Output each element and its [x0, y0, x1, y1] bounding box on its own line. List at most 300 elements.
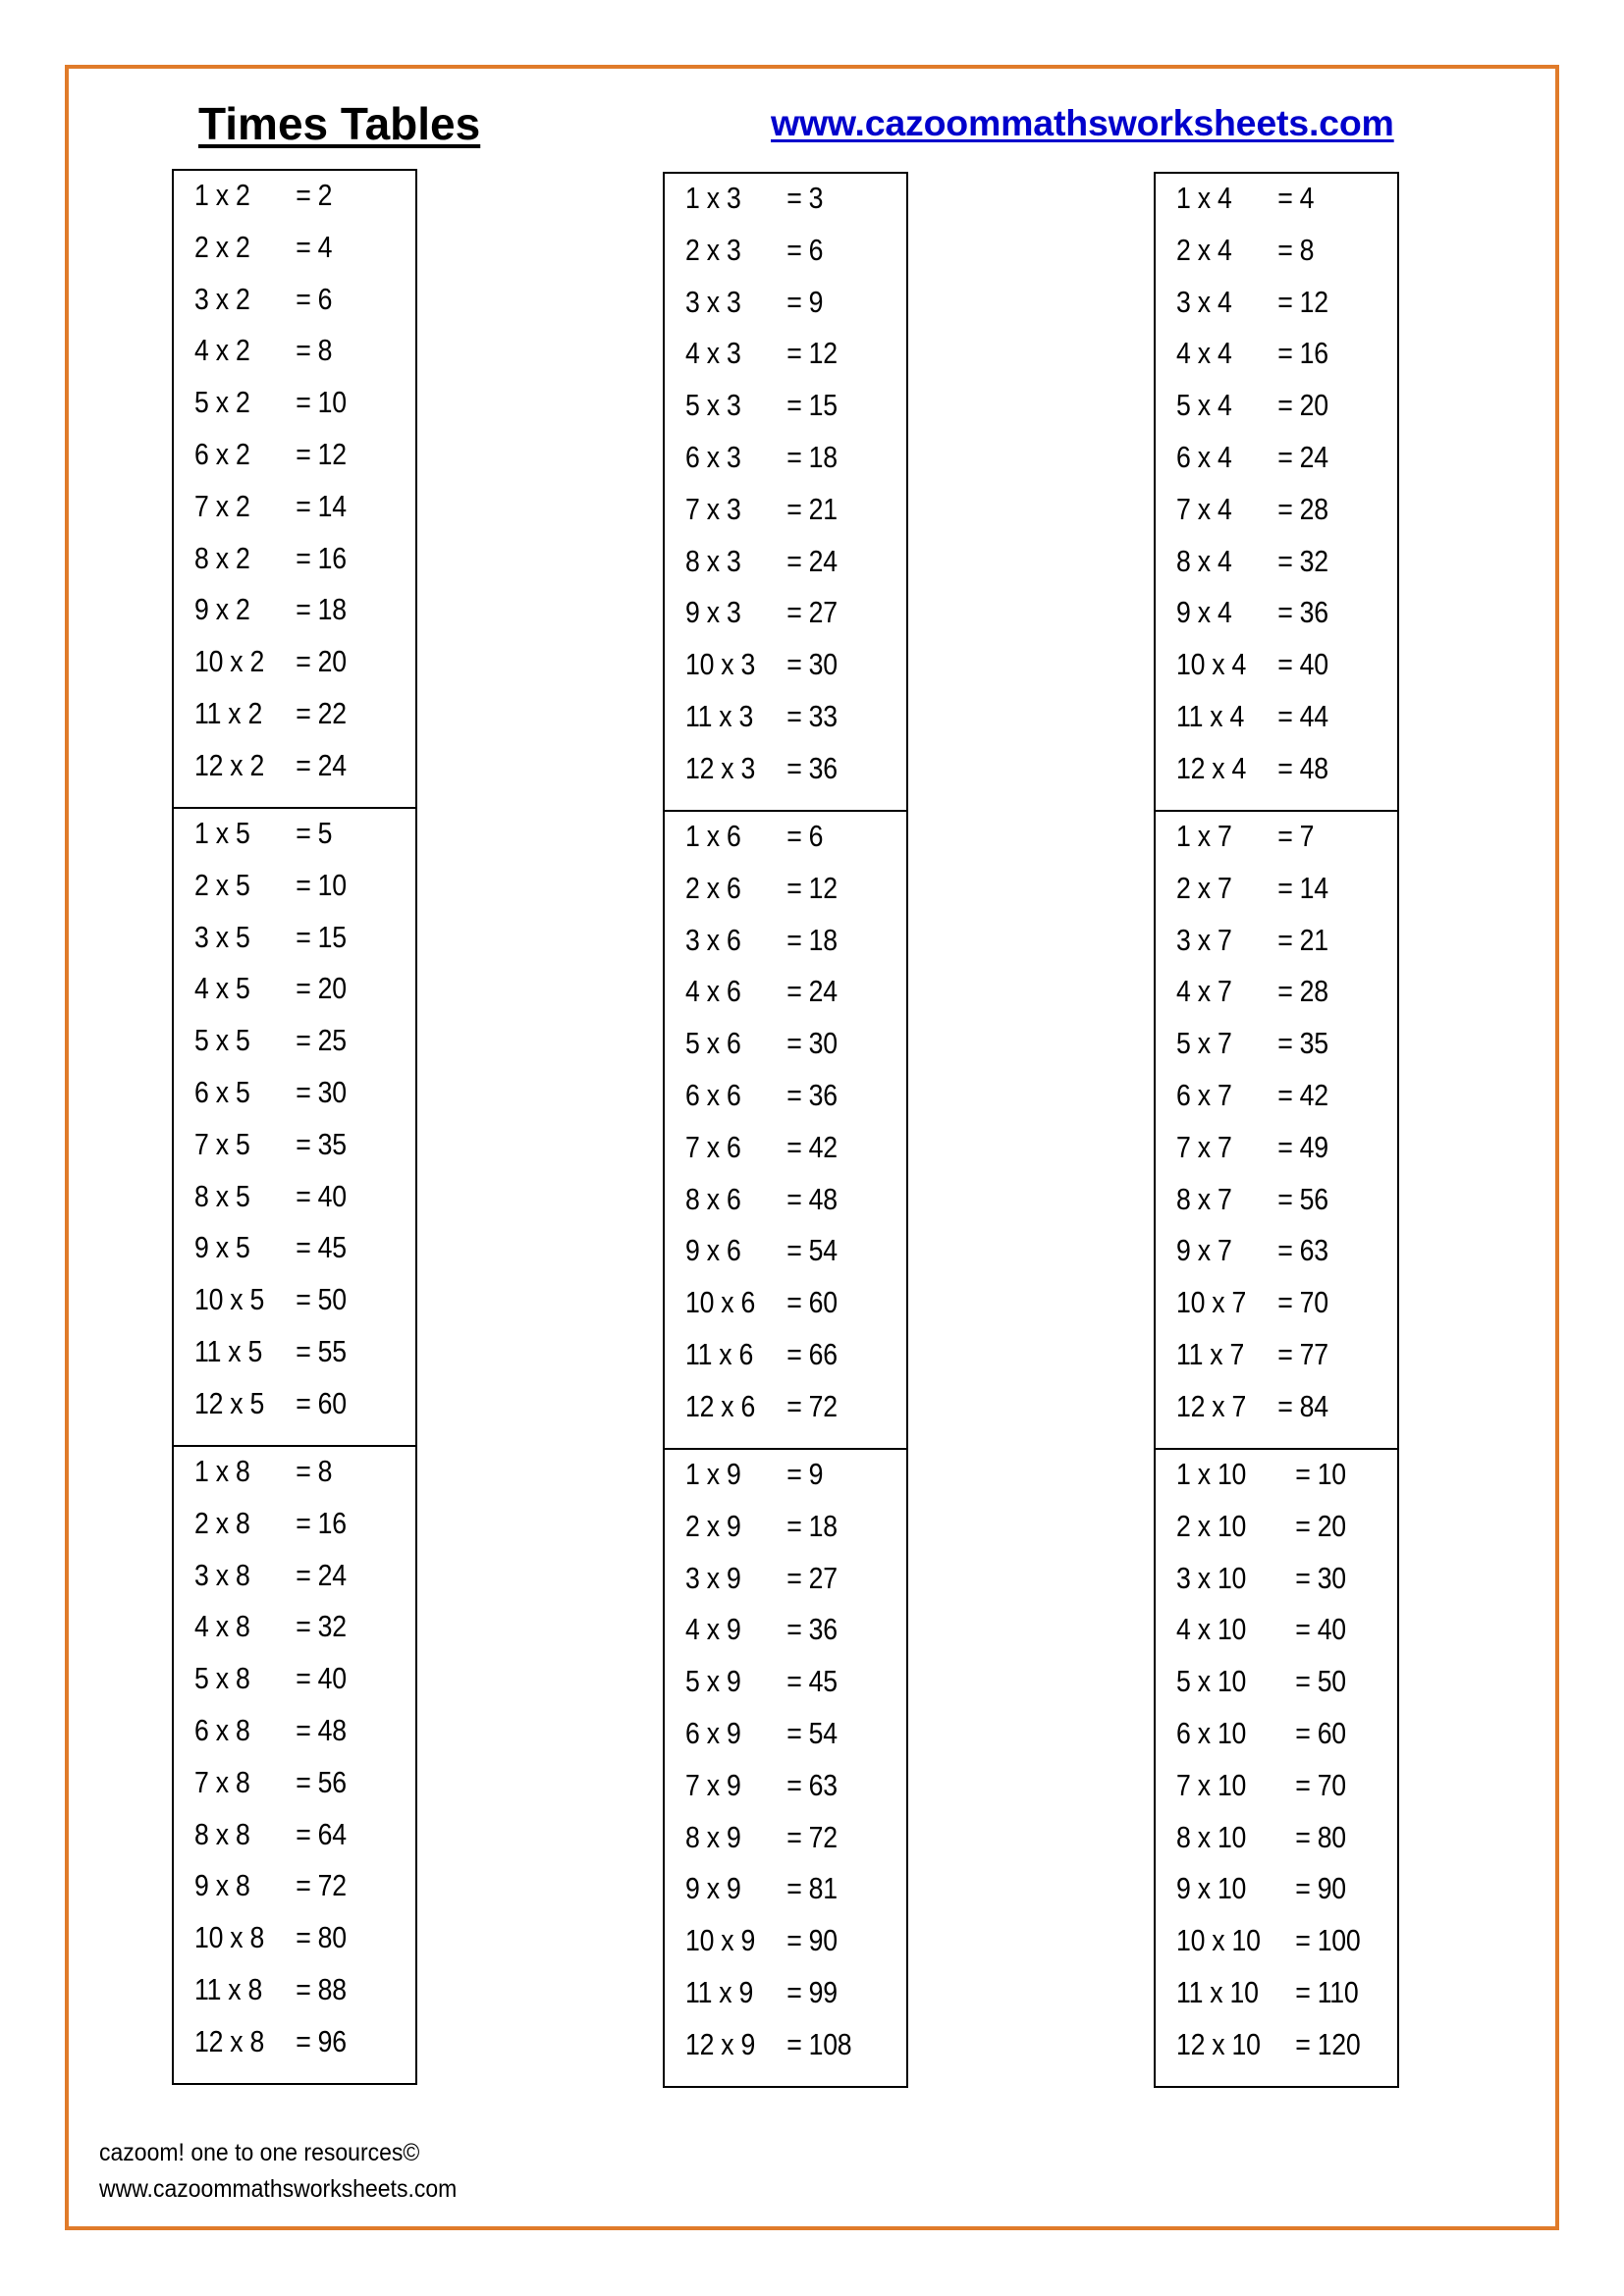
product-result: = 70 — [1277, 1285, 1328, 1320]
table-row — [194, 1763, 347, 1802]
multiplication-expression: 11 x 8 — [194, 1972, 263, 2006]
multiplication-expression: 10 x 8 — [194, 1920, 265, 1955]
product-result: = 54 — [786, 1233, 838, 1268]
times-table-box-7 — [1154, 810, 1399, 1450]
table-row — [685, 1507, 838, 1546]
times-table-box-6 — [663, 810, 908, 1450]
table-row — [1176, 1714, 1346, 1753]
multiplication-expression: 2 x 9 — [685, 1508, 741, 1543]
product-result: = 48 — [296, 1713, 347, 1747]
product-result: = 10 — [296, 385, 347, 420]
table-row — [1176, 2025, 1360, 2064]
table-row — [194, 2022, 347, 2061]
table-row — [685, 179, 823, 218]
multiplication-expression: 3 x 7 — [1176, 922, 1232, 957]
product-result: = 96 — [296, 2023, 347, 2058]
times-table-column-1 — [172, 169, 417, 2085]
multiplication-expression: 7 x 7 — [1176, 1129, 1232, 1164]
table-row — [1176, 1662, 1346, 1701]
product-result: = 80 — [1295, 1819, 1346, 1854]
table-row — [685, 1024, 838, 1063]
table-row — [1176, 645, 1328, 684]
product-result: = 72 — [786, 1388, 838, 1423]
table-row — [1176, 1180, 1328, 1219]
table-row — [685, 817, 823, 856]
product-result: = 42 — [1277, 1078, 1328, 1112]
table-row — [685, 1559, 838, 1598]
multiplication-expression: 2 x 10 — [1176, 1508, 1247, 1543]
multiplication-expression: 10 x 5 — [194, 1282, 265, 1317]
times-table-box-4 — [1154, 172, 1399, 812]
table-row — [194, 1711, 347, 1750]
multiplication-expression: 11 x 7 — [1176, 1337, 1245, 1371]
multiplication-expression: 8 x 5 — [194, 1178, 250, 1213]
multiplication-expression: 1 x 7 — [1176, 819, 1232, 853]
product-result: = 21 — [786, 491, 838, 526]
product-result: = 10 — [296, 867, 347, 902]
table-row — [685, 1180, 838, 1219]
multiplication-expression: 1 x 5 — [194, 816, 250, 850]
product-result: = 18 — [786, 1508, 838, 1543]
product-result: = 4 — [296, 229, 333, 264]
table-row — [1176, 1128, 1328, 1167]
product-result: = 48 — [786, 1181, 838, 1216]
product-result: = 50 — [296, 1282, 347, 1317]
multiplication-expression: 3 x 4 — [1176, 284, 1232, 319]
multiplication-expression: 6 x 9 — [685, 1716, 741, 1750]
table-row — [194, 1021, 347, 1060]
multiplication-expression: 10 x 3 — [685, 647, 756, 682]
product-result: = 84 — [1277, 1388, 1328, 1423]
product-result: = 12 — [786, 336, 838, 371]
product-result: = 15 — [786, 388, 838, 423]
multiplication-expression: 3 x 9 — [685, 1560, 741, 1595]
multiplication-expression: 3 x 2 — [194, 281, 250, 316]
table-row — [194, 539, 347, 578]
table-row — [1176, 869, 1328, 908]
times-table-box-2 — [172, 169, 417, 809]
table-row — [685, 1714, 838, 1753]
multiplication-expression: 8 x 3 — [685, 543, 741, 578]
product-result: = 66 — [786, 1337, 838, 1371]
table-row — [1176, 334, 1328, 373]
multiplication-expression: 3 x 8 — [194, 1557, 250, 1592]
product-result: = 15 — [296, 919, 347, 954]
product-result: = 20 — [296, 644, 347, 679]
multiplication-expression: 5 x 2 — [194, 385, 250, 420]
multiplication-expression: 9 x 5 — [194, 1230, 250, 1265]
multiplication-expression: 8 x 7 — [1176, 1181, 1232, 1216]
multiplication-expression: 7 x 8 — [194, 1764, 250, 1799]
product-result: = 40 — [1277, 647, 1328, 682]
multiplication-expression: 2 x 6 — [685, 870, 741, 905]
multiplication-expression: 8 x 2 — [194, 540, 250, 575]
product-result: = 16 — [296, 540, 347, 575]
table-row — [685, 697, 838, 736]
product-result: = 55 — [296, 1334, 347, 1368]
product-result: = 6 — [786, 819, 824, 853]
times-table-box-9 — [663, 1448, 908, 2088]
table-row — [685, 749, 838, 788]
multiplication-expression: 1 x 3 — [685, 181, 741, 215]
multiplication-expression: 1 x 2 — [194, 178, 250, 212]
product-result: = 45 — [786, 1664, 838, 1699]
table-row — [1176, 1818, 1346, 1857]
multiplication-expression: 6 x 7 — [1176, 1078, 1232, 1112]
product-result: = 6 — [786, 232, 824, 267]
product-result: = 30 — [296, 1075, 347, 1109]
table-row — [685, 1455, 823, 1494]
table-row — [1176, 490, 1328, 529]
table-row — [1176, 1387, 1328, 1426]
multiplication-expression: 9 x 4 — [1176, 595, 1232, 630]
multiplication-expression: 8 x 9 — [685, 1819, 741, 1854]
table-row — [685, 1973, 838, 2012]
table-row — [194, 866, 347, 905]
product-result: = 16 — [296, 1505, 347, 1540]
product-result: = 28 — [1277, 974, 1328, 1009]
multiplication-expression: 12 x 4 — [1176, 750, 1247, 785]
table-row — [194, 1607, 347, 1646]
product-result: = 49 — [1277, 1129, 1328, 1164]
product-result: = 40 — [296, 1178, 347, 1213]
multiplication-expression: 5 x 3 — [685, 388, 741, 423]
product-result: = 120 — [1295, 2026, 1361, 2061]
product-result: = 60 — [296, 1385, 347, 1420]
multiplication-expression: 11 x 10 — [1176, 1975, 1259, 2009]
footer-website: www.cazoommathsworksheets.com — [99, 2175, 458, 2203]
table-row — [194, 1280, 347, 1319]
product-result: = 10 — [1295, 1457, 1346, 1491]
table-row — [1176, 593, 1328, 632]
multiplication-expression: 11 x 4 — [1176, 699, 1245, 733]
multiplication-expression: 8 x 8 — [194, 1816, 250, 1851]
table-row — [1176, 1766, 1346, 1805]
multiplication-expression: 12 x 10 — [1176, 2026, 1261, 2061]
table-row — [194, 1452, 332, 1491]
table-row — [1176, 231, 1314, 270]
product-result: = 12 — [786, 870, 838, 905]
table-row — [685, 2025, 851, 2064]
multiplication-expression: 1 x 4 — [1176, 181, 1232, 215]
product-result: = 40 — [296, 1661, 347, 1696]
table-row — [194, 1815, 347, 1854]
table-row — [685, 1335, 838, 1374]
table-row — [194, 1866, 347, 1905]
table-row — [194, 1918, 347, 1957]
multiplication-expression: 10 x 6 — [685, 1285, 756, 1320]
table-row — [194, 1332, 347, 1371]
table-row — [1176, 817, 1314, 856]
multiplication-expression: 7 x 2 — [194, 488, 250, 523]
multiplication-expression: 11 x 5 — [194, 1334, 263, 1368]
table-row — [685, 283, 823, 322]
multiplication-expression: 3 x 3 — [685, 284, 741, 319]
product-result: = 18 — [786, 440, 838, 474]
multiplication-expression: 11 x 2 — [194, 696, 263, 730]
multiplication-expression: 6 x 5 — [194, 1075, 250, 1109]
product-result: = 28 — [1277, 491, 1328, 526]
product-result: = 24 — [296, 747, 347, 782]
product-result: = 7 — [1277, 819, 1315, 853]
multiplication-expression: 12 x 9 — [685, 2026, 756, 2061]
times-table-box-8 — [172, 1445, 417, 2085]
multiplication-expression: 4 x 6 — [685, 974, 741, 1009]
product-result: = 56 — [296, 1764, 347, 1799]
product-result: = 12 — [296, 437, 347, 471]
table-row — [194, 435, 347, 474]
multiplication-expression: 4 x 2 — [194, 333, 250, 368]
product-result: = 33 — [786, 699, 838, 733]
multiplication-expression: 8 x 4 — [1176, 543, 1232, 578]
table-row — [685, 1128, 838, 1167]
multiplication-expression: 2 x 2 — [194, 229, 250, 264]
multiplication-expression: 5 x 9 — [685, 1664, 741, 1699]
multiplication-expression: 9 x 3 — [685, 595, 741, 630]
product-result: = 30 — [786, 647, 838, 682]
multiplication-expression: 5 x 6 — [685, 1026, 741, 1061]
multiplication-expression: 4 x 5 — [194, 971, 250, 1006]
product-result: = 36 — [786, 1078, 838, 1112]
footer — [99, 2135, 457, 2208]
multiplication-expression: 2 x 8 — [194, 1505, 250, 1540]
table-row — [194, 383, 347, 422]
multiplication-expression: 3 x 5 — [194, 919, 250, 954]
multiplication-expression: 7 x 10 — [1176, 1767, 1247, 1802]
multiplication-expression: 9 x 2 — [194, 592, 250, 627]
table-row — [685, 921, 838, 960]
multiplication-expression: 6 x 8 — [194, 1713, 250, 1747]
product-result: = 48 — [1277, 750, 1328, 785]
product-result: = 70 — [1295, 1767, 1346, 1802]
table-row — [194, 280, 332, 319]
multiplication-expression: 12 x 7 — [1176, 1388, 1247, 1423]
multiplication-expression: 3 x 10 — [1176, 1560, 1247, 1595]
product-result: = 90 — [786, 1923, 838, 1958]
product-result: = 54 — [786, 1716, 838, 1750]
multiplication-expression: 5 x 7 — [1176, 1026, 1232, 1061]
times-table-column-2 — [663, 172, 908, 2088]
product-result: = 14 — [1277, 870, 1328, 905]
table-row — [194, 1504, 347, 1543]
product-result: = 22 — [296, 696, 347, 730]
table-row — [685, 334, 838, 373]
multiplication-expression: 7 x 6 — [685, 1129, 741, 1164]
table-row — [685, 1818, 838, 1857]
table-row — [194, 1073, 347, 1112]
product-result: = 44 — [1277, 699, 1328, 733]
multiplication-expression: 12 x 6 — [685, 1388, 756, 1423]
product-result: = 4 — [1277, 181, 1315, 215]
product-result: = 72 — [786, 1819, 838, 1854]
product-result: = 24 — [786, 543, 838, 578]
table-row — [685, 1076, 838, 1115]
product-result: = 8 — [296, 1454, 333, 1488]
product-result: = 20 — [1295, 1508, 1346, 1543]
table-row — [1176, 1455, 1346, 1494]
multiplication-expression: 5 x 10 — [1176, 1664, 1247, 1699]
table-row — [1176, 972, 1328, 1011]
page-title: Times Tables — [198, 98, 481, 149]
product-result: = 30 — [786, 1026, 838, 1061]
times-table-column-3 — [1154, 172, 1399, 2088]
multiplication-expression: 1 x 6 — [685, 819, 741, 853]
product-result: = 12 — [1277, 284, 1328, 319]
table-row — [194, 642, 347, 681]
table-row — [685, 490, 838, 529]
multiplication-expression: 1 x 8 — [194, 1454, 250, 1488]
table-row — [194, 969, 347, 1008]
product-result: = 20 — [1277, 388, 1328, 423]
product-result: = 14 — [296, 488, 347, 523]
product-result: = 42 — [786, 1129, 838, 1164]
product-result: = 63 — [786, 1767, 838, 1802]
table-row — [1176, 283, 1328, 322]
multiplication-expression: 12 x 8 — [194, 2023, 265, 2058]
multiplication-expression: 7 x 3 — [685, 491, 741, 526]
multiplication-expression: 7 x 9 — [685, 1767, 741, 1802]
product-result: = 20 — [296, 971, 347, 1006]
table-row — [1176, 1559, 1346, 1598]
multiplication-expression: 10 x 7 — [1176, 1285, 1247, 1320]
table-row — [1176, 749, 1328, 788]
multiplication-expression: 4 x 8 — [194, 1609, 250, 1644]
table-row — [1176, 1921, 1360, 1960]
table-row — [1176, 438, 1328, 477]
multiplication-expression: 8 x 10 — [1176, 1819, 1247, 1854]
product-result: = 60 — [1295, 1716, 1346, 1750]
product-result: = 81 — [786, 1871, 838, 1906]
table-row — [685, 438, 838, 477]
table-row — [685, 869, 838, 908]
product-result: = 60 — [786, 1285, 838, 1320]
product-result: = 18 — [786, 922, 838, 957]
product-result: = 9 — [786, 284, 824, 319]
product-result: = 108 — [786, 2026, 852, 2061]
multiplication-expression: 9 x 8 — [194, 1868, 250, 1903]
table-row — [194, 1125, 347, 1164]
multiplication-expression: 9 x 9 — [685, 1871, 741, 1906]
product-result: = 16 — [1277, 336, 1328, 371]
times-table-box-3 — [663, 172, 908, 812]
product-result: = 8 — [1277, 232, 1315, 267]
product-result: = 18 — [296, 592, 347, 627]
multiplication-expression: 4 x 10 — [1176, 1612, 1247, 1647]
multiplication-expression: 10 x 9 — [685, 1923, 756, 1958]
multiplication-expression: 8 x 6 — [685, 1181, 741, 1216]
multiplication-expression: 11 x 3 — [685, 699, 754, 733]
product-result: = 88 — [296, 1972, 347, 2006]
product-result: = 72 — [296, 1868, 347, 1903]
table-row — [194, 176, 332, 215]
multiplication-expression: 1 x 10 — [1176, 1457, 1247, 1491]
product-result: = 6 — [296, 281, 333, 316]
multiplication-expression: 2 x 5 — [194, 867, 250, 902]
product-result: = 100 — [1295, 1923, 1361, 1958]
table-row — [1176, 386, 1328, 425]
multiplication-expression: 2 x 3 — [685, 232, 741, 267]
table-row — [1176, 921, 1328, 960]
multiplication-expression: 12 x 3 — [685, 750, 756, 785]
website-link[interactable]: www.cazoommathsworksheets.com — [771, 102, 1394, 143]
table-row — [194, 1384, 347, 1423]
product-result: = 36 — [786, 1612, 838, 1647]
product-result: = 45 — [296, 1230, 347, 1265]
multiplication-expression: 4 x 9 — [685, 1612, 741, 1647]
times-table-box-5 — [172, 807, 417, 1447]
table-row — [685, 1231, 838, 1270]
product-result: = 36 — [1277, 595, 1328, 630]
product-result: = 32 — [296, 1609, 347, 1644]
table-row — [1176, 1231, 1328, 1270]
product-result: = 30 — [1295, 1560, 1346, 1595]
table-row — [1176, 1973, 1358, 2012]
table-row — [194, 1970, 347, 2009]
table-row — [685, 1610, 838, 1649]
product-result: = 24 — [1277, 440, 1328, 474]
table-row — [685, 972, 838, 1011]
table-row — [194, 694, 347, 733]
multiplication-expression: 7 x 5 — [194, 1126, 250, 1161]
product-result: = 50 — [1295, 1664, 1346, 1699]
product-result: = 56 — [1277, 1181, 1328, 1216]
multiplication-expression: 7 x 4 — [1176, 491, 1232, 526]
table-row — [685, 1283, 838, 1322]
product-result: = 9 — [786, 1457, 824, 1491]
table-row — [194, 814, 332, 853]
table-row — [194, 487, 347, 526]
multiplication-expression: 6 x 6 — [685, 1078, 741, 1112]
table-row — [194, 1228, 347, 1267]
multiplication-expression: 1 x 9 — [685, 1457, 741, 1491]
multiplication-expression: 11 x 6 — [685, 1337, 754, 1371]
multiplication-expression: 12 x 5 — [194, 1385, 265, 1420]
product-result: = 40 — [1295, 1612, 1346, 1647]
product-result: = 110 — [1295, 1975, 1359, 2009]
table-row — [1176, 542, 1328, 581]
product-result: = 8 — [296, 333, 333, 368]
table-row — [1176, 1283, 1328, 1322]
multiplication-expression: 6 x 2 — [194, 437, 250, 471]
multiplication-expression: 6 x 10 — [1176, 1716, 1247, 1750]
product-result: = 25 — [296, 1023, 347, 1058]
table-row — [1176, 1610, 1346, 1649]
product-result: = 90 — [1295, 1871, 1346, 1906]
multiplication-expression: 6 x 4 — [1176, 440, 1232, 474]
product-result: = 77 — [1277, 1337, 1328, 1371]
product-result: = 3 — [786, 181, 824, 215]
multiplication-expression: 11 x 9 — [685, 1975, 754, 2009]
table-row — [194, 331, 332, 370]
product-result: = 24 — [786, 974, 838, 1009]
product-result: = 27 — [786, 595, 838, 630]
multiplication-expression: 2 x 4 — [1176, 232, 1232, 267]
table-row — [685, 542, 838, 581]
multiplication-expression: 9 x 6 — [685, 1233, 741, 1268]
multiplication-expression: 4 x 4 — [1176, 336, 1232, 371]
table-row — [1176, 1076, 1328, 1115]
table-row — [1176, 1507, 1346, 1546]
product-result: = 63 — [1277, 1233, 1328, 1268]
product-result: = 21 — [1277, 922, 1328, 957]
product-result: = 99 — [786, 1975, 838, 2009]
multiplication-expression: 6 x 3 — [685, 440, 741, 474]
multiplication-expression: 12 x 2 — [194, 747, 265, 782]
multiplication-expression: 10 x 4 — [1176, 647, 1247, 682]
multiplication-expression: 5 x 4 — [1176, 388, 1232, 423]
table-row — [685, 1662, 838, 1701]
table-row — [1176, 1335, 1328, 1374]
